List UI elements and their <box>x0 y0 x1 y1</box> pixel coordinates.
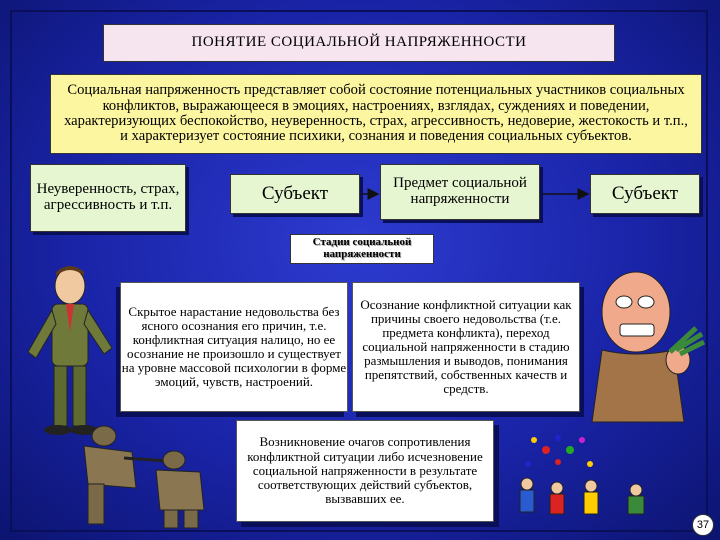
stages-label: Стадии социальной напряженности <box>290 234 434 264</box>
soldiers-figure <box>64 418 232 530</box>
node-subject-right: Субъект <box>590 174 700 214</box>
stage-hidden-box: Скрытое нарастание недовольства без ясного осознания его причин, т.е. конфликтная ситуация налицо, но ее осознание не произошло и существует на уровне массовой психологии в форме эмоций, чувств, настроений. <box>120 282 348 412</box>
node-uncertainty: Неуверенность, страх, агрессивность и т.п. <box>30 164 186 232</box>
stage-aware-box: Осознание конфликтной ситуации как причины своего недовольства (т.е. предмета конфликта), переход социальной напряженности в стадию размышления и выводов, понимания препятствий, собственных качеств и средств. <box>352 282 580 412</box>
slide-number: 37 <box>692 514 714 536</box>
worried-man-figure <box>18 262 122 442</box>
node-object: Предмет социальной напряженности <box>380 164 540 220</box>
slide-title: ПОНЯТИЕ СОЦИАЛЬНОЙ НАПРЯЖЕННОСТИ <box>103 24 615 62</box>
definition-box: Социальная напряженность представляет собой состояние потенциальных участников социальных конфликтов, выражающееся в эмоциях, настроениях, взглядах, суждениях и поведении, характеризующих беспокойство, неуверенность, страх, агрессивность, недоверие, жестокость и т.п., и характеризует состояние психики, сознания и поведения социальных субъектов. <box>50 74 702 154</box>
node-subject-left: Субъект <box>230 174 360 214</box>
outcome-box: Возникновение очагов сопротивления конфликтной ситуации либо исчезновение социальной напряженности в результате соответствующих действий субъектов, вызвавших ее. <box>236 420 494 522</box>
angry-man-with-money-figure <box>584 262 706 432</box>
people-fireworks-figure <box>498 420 694 530</box>
